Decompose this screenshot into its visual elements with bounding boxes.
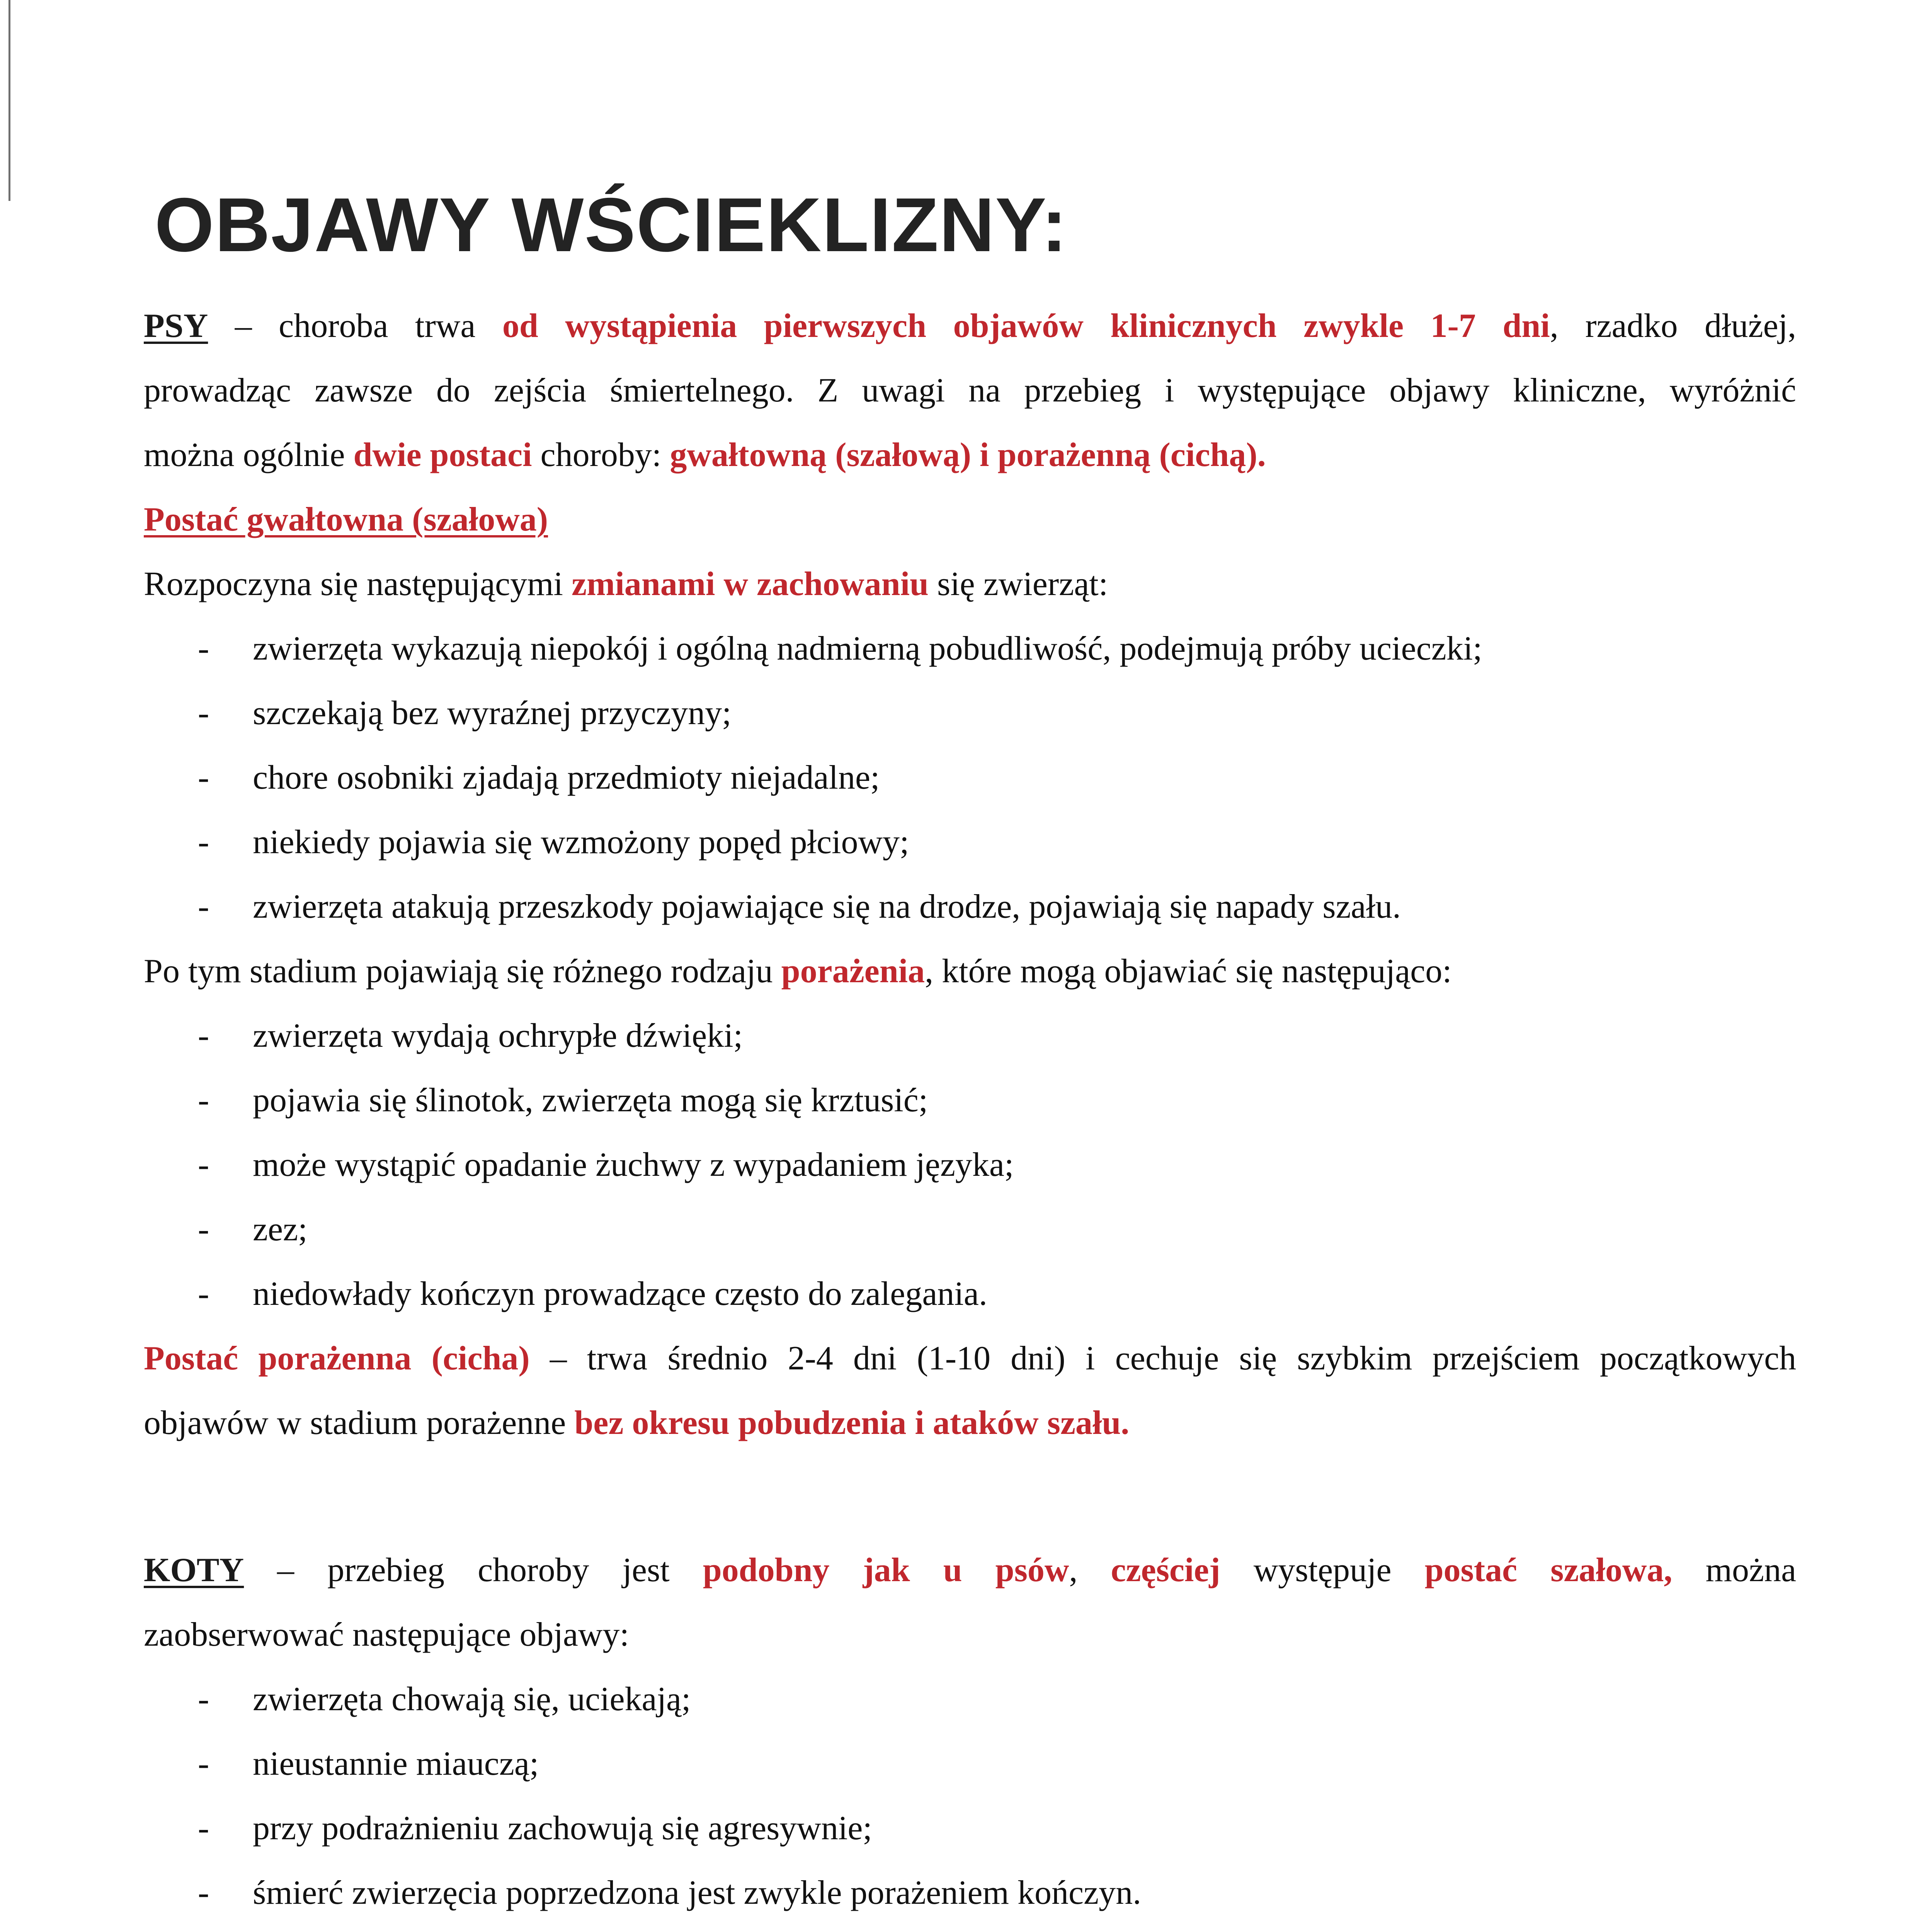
subheading-furious-text: Postać gwałtowna (szałowa) [144, 501, 548, 538]
list-item-text: niekiedy pojawia się wzmożony popęd płciowy; [253, 823, 909, 861]
list-item-text: zwierzęta atakują przeszkody pojawiające się na drodze, pojawiają się napady szału. [253, 888, 1401, 925]
section-spacer [144, 1925, 1796, 1932]
silent-form-line-2 [144, 1391, 1796, 1455]
list-item [144, 1003, 1796, 1068]
dogs-intro-line-1 [144, 294, 1796, 358]
list-item-text: nieustannie miauczą; [253, 1745, 539, 1782]
highlight-more-often: częściej [1111, 1551, 1220, 1589]
list-item-text: szczekają bez wyraźnej przyczyny; [253, 694, 732, 732]
dogs-heading: PSY [144, 307, 208, 345]
cats-symptoms-list [144, 1667, 1796, 1925]
list-item-text: zwierzęta wykazują niepokój i ogólną nadmierną pobudliwość, podejmują próby ucieczki; [253, 630, 1482, 667]
text-run: , rzadko dłużej, [1550, 307, 1797, 345]
dash-bullet: - [198, 1211, 209, 1248]
text-run: – przebieg choroby jest [244, 1551, 703, 1589]
dash-bullet: - [198, 1146, 209, 1184]
dash-bullet: - [198, 630, 209, 667]
paralysis-intro [144, 939, 1796, 1003]
list-item-text: chore osobniki zjadają przedmioty niejadalne; [253, 759, 880, 796]
text-run: można ogólnie [144, 436, 354, 474]
list-item [144, 745, 1796, 810]
text-run: Rozpoczyna się następującymi [144, 565, 572, 603]
list-item-text: śmierć zwierzęcia poprzedzona jest zwykle porażeniem kończyn. [253, 1874, 1142, 1912]
furious-intro [144, 552, 1796, 616]
text-run: Po tym stadium pojawiają się różnego rodzaju [144, 952, 781, 990]
list-item [144, 874, 1796, 939]
silent-form-line-1 [144, 1326, 1796, 1391]
dash-bullet: - [198, 1275, 209, 1313]
cats-intro-line-2: zaobserwować następujące objawy: [144, 1616, 629, 1653]
text-run: choroby: [532, 436, 670, 474]
list-item-text: zwierzęta chowają się, uciekają; [253, 1680, 691, 1718]
dogs-intro-line-2: prowadząc zawsze do zejścia śmiertelnego. Z uwagi na przebieg i występujące objawy kliniczne, wyróżnić [144, 372, 1796, 409]
paralysis-symptoms-list [144, 1003, 1796, 1326]
document-body [144, 294, 1796, 1932]
dash-bullet: - [198, 823, 209, 861]
dash-bullet: - [198, 1810, 209, 1847]
list-item [144, 1262, 1796, 1326]
highlight-no-excitation: bez okresu pobudzenia i ataków szału. [574, 1404, 1130, 1442]
highlight-furious-form: postać szałowa, [1424, 1551, 1673, 1589]
text-run: objawów w stadium porażenne [144, 1404, 575, 1442]
dash-bullet: - [198, 888, 209, 925]
cats-heading: KOTY [144, 1551, 244, 1589]
list-item [144, 1197, 1796, 1262]
list-item [144, 616, 1796, 681]
list-item-text: może wystąpić opadanie żuchwy z wypadaniem języka; [253, 1146, 1014, 1184]
text-run: , [1069, 1551, 1111, 1589]
list-item [144, 1861, 1796, 1925]
text-run: – choroba trwa [208, 307, 502, 345]
dash-bullet: - [198, 1680, 209, 1718]
furious-symptoms-list [144, 616, 1796, 939]
list-item-text: zez; [253, 1211, 308, 1248]
highlight-silent-form: Postać porażenna (cicha) [144, 1340, 530, 1377]
highlight-two-forms: dwie postaci [353, 436, 532, 474]
text-run: występuje [1220, 1551, 1425, 1589]
section-dogs [144, 294, 1796, 1455]
text-run: , które mogą objawiać się następująco: [925, 952, 1452, 990]
dash-bullet: - [198, 759, 209, 796]
text-run: się zwierząt: [928, 565, 1108, 603]
highlight-similar-to-dogs: podobny jak u psów [703, 1551, 1069, 1589]
page-title: OBJAWY WŚCIEKLIZNY: [155, 182, 1068, 267]
section-cats [144, 1538, 1796, 1925]
list-item [144, 1731, 1796, 1796]
dash-bullet: - [198, 1745, 209, 1782]
dash-bullet: - [198, 694, 209, 732]
list-item [144, 681, 1796, 745]
list-item [144, 1068, 1796, 1133]
subheading-furious-form [144, 487, 1796, 552]
highlight-paralysis: porażenia [781, 952, 925, 990]
highlight-behaviour-changes: zmianami w zachowaniu [571, 565, 929, 603]
dogs-intro-line-3 [144, 423, 1796, 487]
list-item-text: niedowłady kończyn prowadzące często do zalegania. [253, 1275, 987, 1313]
list-item [144, 1796, 1796, 1861]
text-run: – trwa średnio 2-4 dni (1-10 dni) i cechuje się szybkim przejściem początkowych [529, 1340, 1796, 1377]
list-item [144, 1667, 1796, 1731]
list-item [144, 1133, 1796, 1197]
text-run: można [1672, 1551, 1797, 1589]
section-spacer [144, 1455, 1796, 1538]
list-item-text: przy podrażnieniu zachowują się agresywnie; [253, 1810, 872, 1847]
dash-bullet: - [198, 1017, 209, 1054]
list-item-text: pojawia się ślinotok, zwierzęta mogą się krztusić; [253, 1082, 928, 1119]
scan-edge-line [9, 0, 10, 201]
highlight-form-names: gwałtowną (szałową) i porażenną (cichą). [670, 436, 1266, 474]
dash-bullet: - [198, 1082, 209, 1119]
cats-intro-line-1 [144, 1538, 1796, 1602]
list-item-text: zwierzęta wydają ochrypłe dźwięki; [253, 1017, 743, 1054]
highlight-duration: od wystąpienia pierwszych objawów klinicznych zwykle 1-7 dni [502, 307, 1550, 345]
dash-bullet: - [198, 1874, 209, 1912]
list-item [144, 810, 1796, 874]
